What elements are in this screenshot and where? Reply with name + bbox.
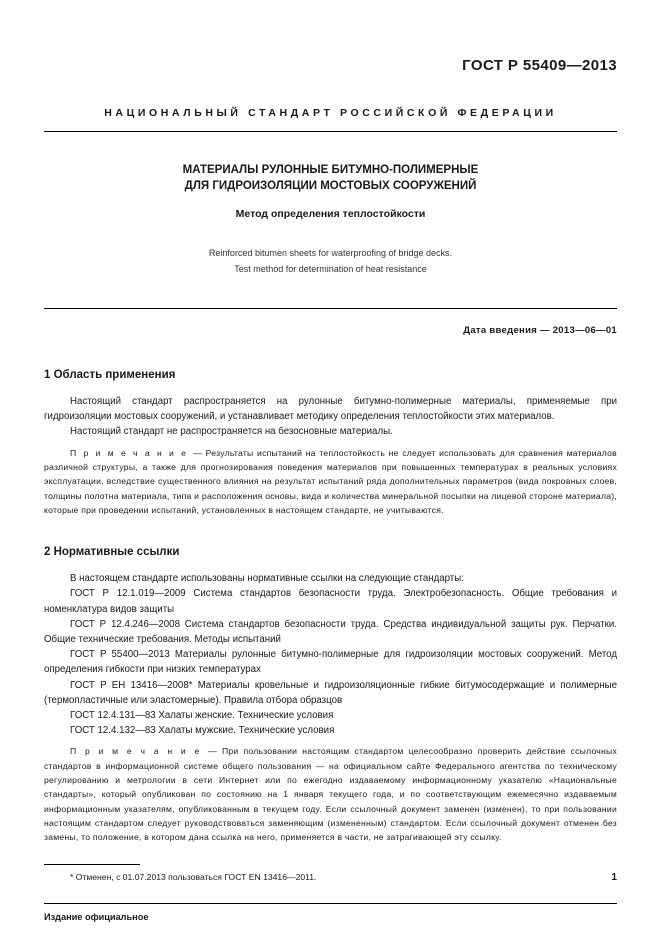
- page-content: [44, 0, 617, 936]
- footnote-divider: [44, 864, 140, 865]
- references-note: [44, 744, 617, 844]
- title-block: [44, 162, 617, 277]
- page-number: 1: [611, 872, 617, 883]
- title-english-line2: Test method for determination of heat resistance: [234, 264, 427, 274]
- scope-note: [44, 446, 617, 517]
- scope-note-text: — Результаты испытаний на теплостойкость не следует использовать для сравнения материалов различной структуры, а также для прогнозирования поведения материалов при повышенных температурах в реальных условиях эксплуатации, вследствие существенного влияния на результат испытаний ряда дополнительных параметров (вида покровных слоев, толщины полотна материала, типа и расположения основы, вида и количества минеральной посыпки на лицевой стороне материала), которые при проведении испытаний, установленных в настоящем стандарте, не учитываются.: [44, 447, 618, 515]
- scope-paragraph-2: Настоящий стандарт не распространяется на безосновные материалы.: [70, 426, 393, 438]
- references-paragraph-4: ГОСТ Р 55400—2013 Материалы рулонные битумно-полимерные для гидроизоляции мостовых сооружений. Метод определения гибкости при низких температурах: [44, 649, 617, 676]
- introduction-date: Дата введения — 2013—06—01: [463, 325, 617, 336]
- references-paragraph-7: ГОСТ 12.4.132—83 Халаты мужские. Технические условия: [70, 725, 335, 737]
- references-paragraph-2: ГОСТ Р 12.1.019—2009 Система стандартов безопасности труда. Электробезопасность. Общие требования и номенклатура видов защиты: [44, 588, 617, 615]
- edition-label: Издание официальное: [44, 912, 149, 923]
- title-english-line1: Reinforced bitumen sheets for waterproofing of bridge decks.: [208, 248, 453, 258]
- scope-paragraph-1: Настоящий стандарт распространяется на рулонные битумно-полимерные материалы, применяемые при гидроизоляции мостовых сооружений, и устанавливает методику определения теплостойкости этих материалов.: [44, 396, 617, 423]
- references-paragraph-3: ГОСТ Р 12.4.246—2008 Система стандартов безопасности труда. Средства индивидуальной защиты рук. Перчатки. Общие технические требования. Методы испытаний: [44, 618, 617, 645]
- title-subtitle: Метод определения теплостойкости: [235, 208, 426, 220]
- divider-middle: [44, 308, 617, 309]
- divider-top: [44, 131, 617, 132]
- section-heading-scope: 1 Область применения: [44, 369, 176, 381]
- references-paragraph-6: ГОСТ 12.4.131—83 Халаты женские. Технические условия: [70, 709, 334, 721]
- references-note-label: П р и м е ч а н и е: [70, 746, 209, 757]
- footnote-text: * Отменен, с 01.07.2013 пользоваться ГОСТ EN 13416—2011.: [70, 872, 317, 883]
- divider-bottom: [44, 903, 617, 904]
- section-heading-references: 2 Нормативные ссылки: [44, 546, 180, 559]
- references-paragraph-1: В настоящем стандарте использованы нормативные ссылки на следующие стандарты:: [70, 573, 464, 585]
- title-main-line1: МАТЕРИАЛЫ РУЛОННЫЕ БИТУМНО-ПОЛИМЕРНЫЕ: [182, 164, 479, 176]
- title-main-line2: ДЛЯ ГИДРОИЗОЛЯЦИИ МОСТОВЫХ СООРУЖЕНИЙ: [184, 180, 477, 192]
- document-number: ГОСТ Р 55409—2013: [462, 57, 617, 74]
- references-paragraph-5: ГОСТ Р ЕН 13416—2008* Материалы кровельные и гидроизоляционные гибкие битумосодержащие и полимерные (термопластичные или эластомерные). Правила отбора образцов: [44, 679, 617, 706]
- national-standard-line: НАЦИОНАЛЬНЫЙ СТАНДАРТ РОССИЙСКОЙ ФЕДЕРАЦИИ: [104, 107, 557, 119]
- scope-note-label: П р и м е ч а н и е: [70, 447, 194, 458]
- references-note-text: — При пользовании настоящим стандартом целесообразно проверить действие ссылочных стандартов в информационной системе общего пользования — на официальном сайте Федерального агентства по техническому регулированию и метрологии в сети Интернет или по ежегодно издаваемому информационному указателю «Национальные стандарты», который опубликован по состоянию на 1 января текущего года, и по соответствующим ежемесячно издаваемым информационным указателям, опубликованным в текущем году. Если ссылочный документ заменен (изменен), то при пользовании настоящим стандартом следует руководствоваться заменяющим (измененным) стандартом. Если ссылочный документ отменен без замены, то положение, в котором дана ссылка на него, применяется в части, не затрагивающей эту ссылку.: [44, 746, 617, 843]
